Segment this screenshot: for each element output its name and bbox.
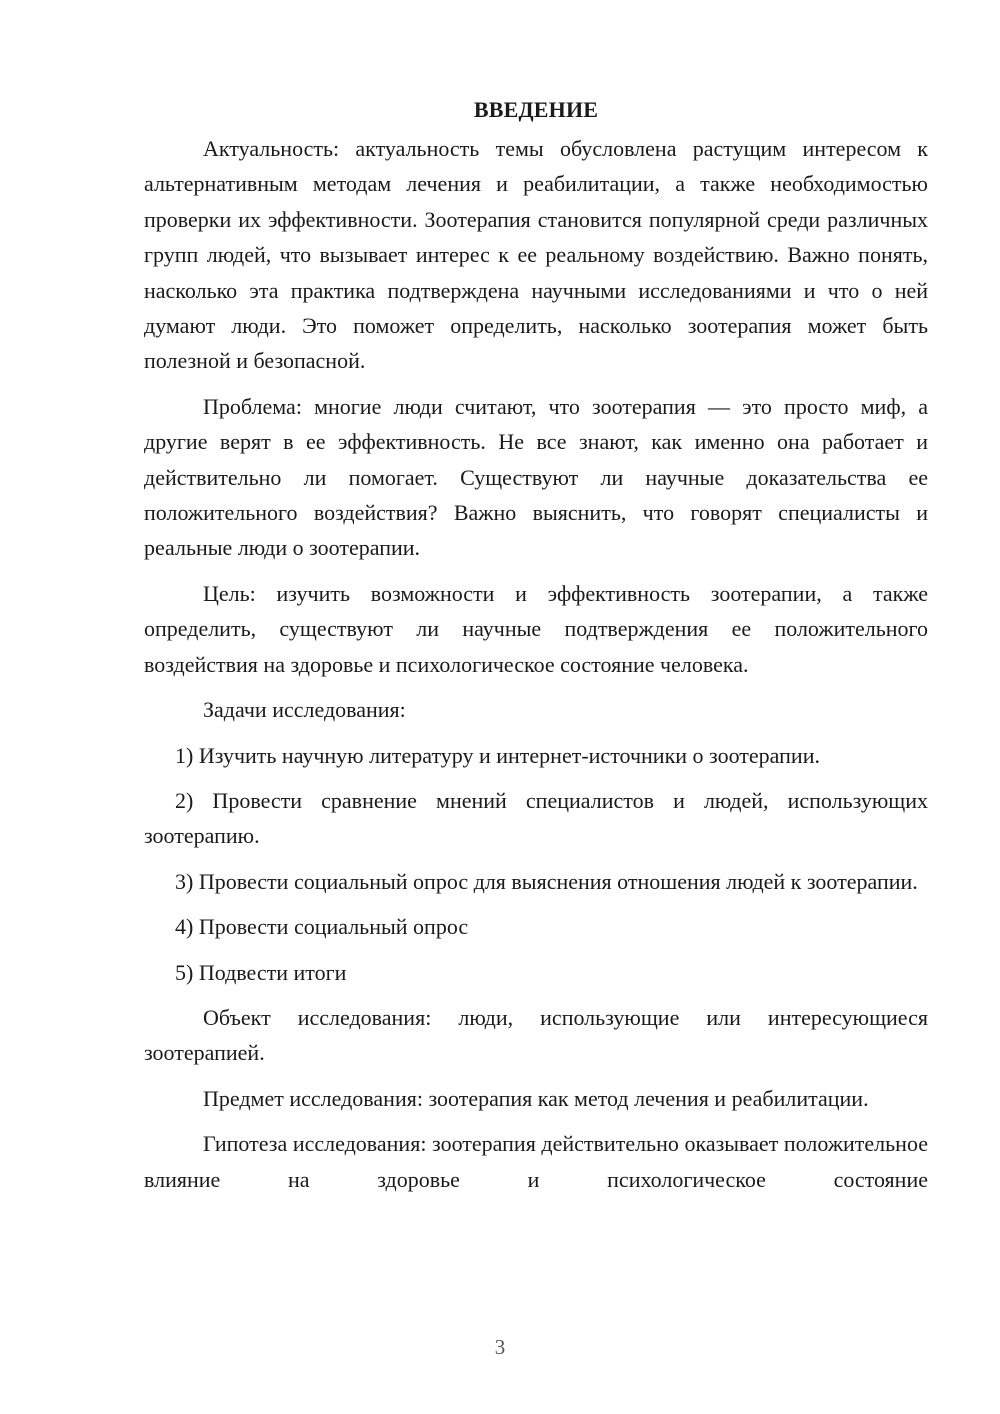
paragraph-tasks-heading: Задачи исследования:: [203, 697, 406, 723]
paragraph-problem: Проблема: многие люди считают, что зоотерапия — это просто миф, а другие верят в ее эффективность. Не все знают, как именно она работает и действительно ли помогает. Существуют ли научные доказательства ее положительного воздействия? Важно выяснить, что говорят специалисты и реальные люди о зоотерапии.: [144, 393, 928, 561]
paragraph-hypothesis: Гипотеза исследования: зоотерапия действительно оказывает положительное влияние на здоровье и психологическое состояние: [144, 1131, 928, 1192]
task-item-2: 2) Провести сравнение мнений специалистов и людей, использующих зоотерапию.: [144, 787, 928, 849]
paragraph-object: Объект исследования: люди, использующие или интересующиеся зоотерапией.: [144, 1004, 928, 1066]
page-number: 3: [494, 1335, 506, 1359]
task-item-3: 3) Провести социальный опрос для выяснения отношения людей к зоотерапии.: [175, 868, 918, 894]
task-item-5: 5) Подвести итоги: [175, 959, 347, 985]
paragraph-subject: Предмет исследования: зоотерапия как метод лечения и реабилитации.: [203, 1085, 869, 1111]
document-page: [144, 92, 928, 1207]
section-title: ВВЕДЕНИЕ: [473, 97, 599, 122]
paragraph-relevance: Актуальность: актуальность темы обусловлена растущим интересом к альтернативным методам лечения и реабилитации, а также необходимостью проверки их эффективности. Зоотерапия становится популярной среди различных групп людей, что вызывает интерес к ее реальному воздействию. Важно понять, насколько эта практика подтверждена научными исследованиями и что о ней думают люди. Это поможет определить, насколько зоотерапия может быть полезной и безопасной.: [144, 136, 928, 374]
task-item-1: 1) Изучить научную литературу и интернет-источники о зоотерапии.: [175, 742, 820, 768]
paragraph-goal: Цель: изучить возможности и эффективность зоотерапии, а также определить, существуют ли научные подтверждения ее положительного воздействия на здоровье и психологическое состояние человека.: [144, 580, 928, 677]
task-item-4: 4) Провести социальный опрос: [175, 914, 469, 940]
